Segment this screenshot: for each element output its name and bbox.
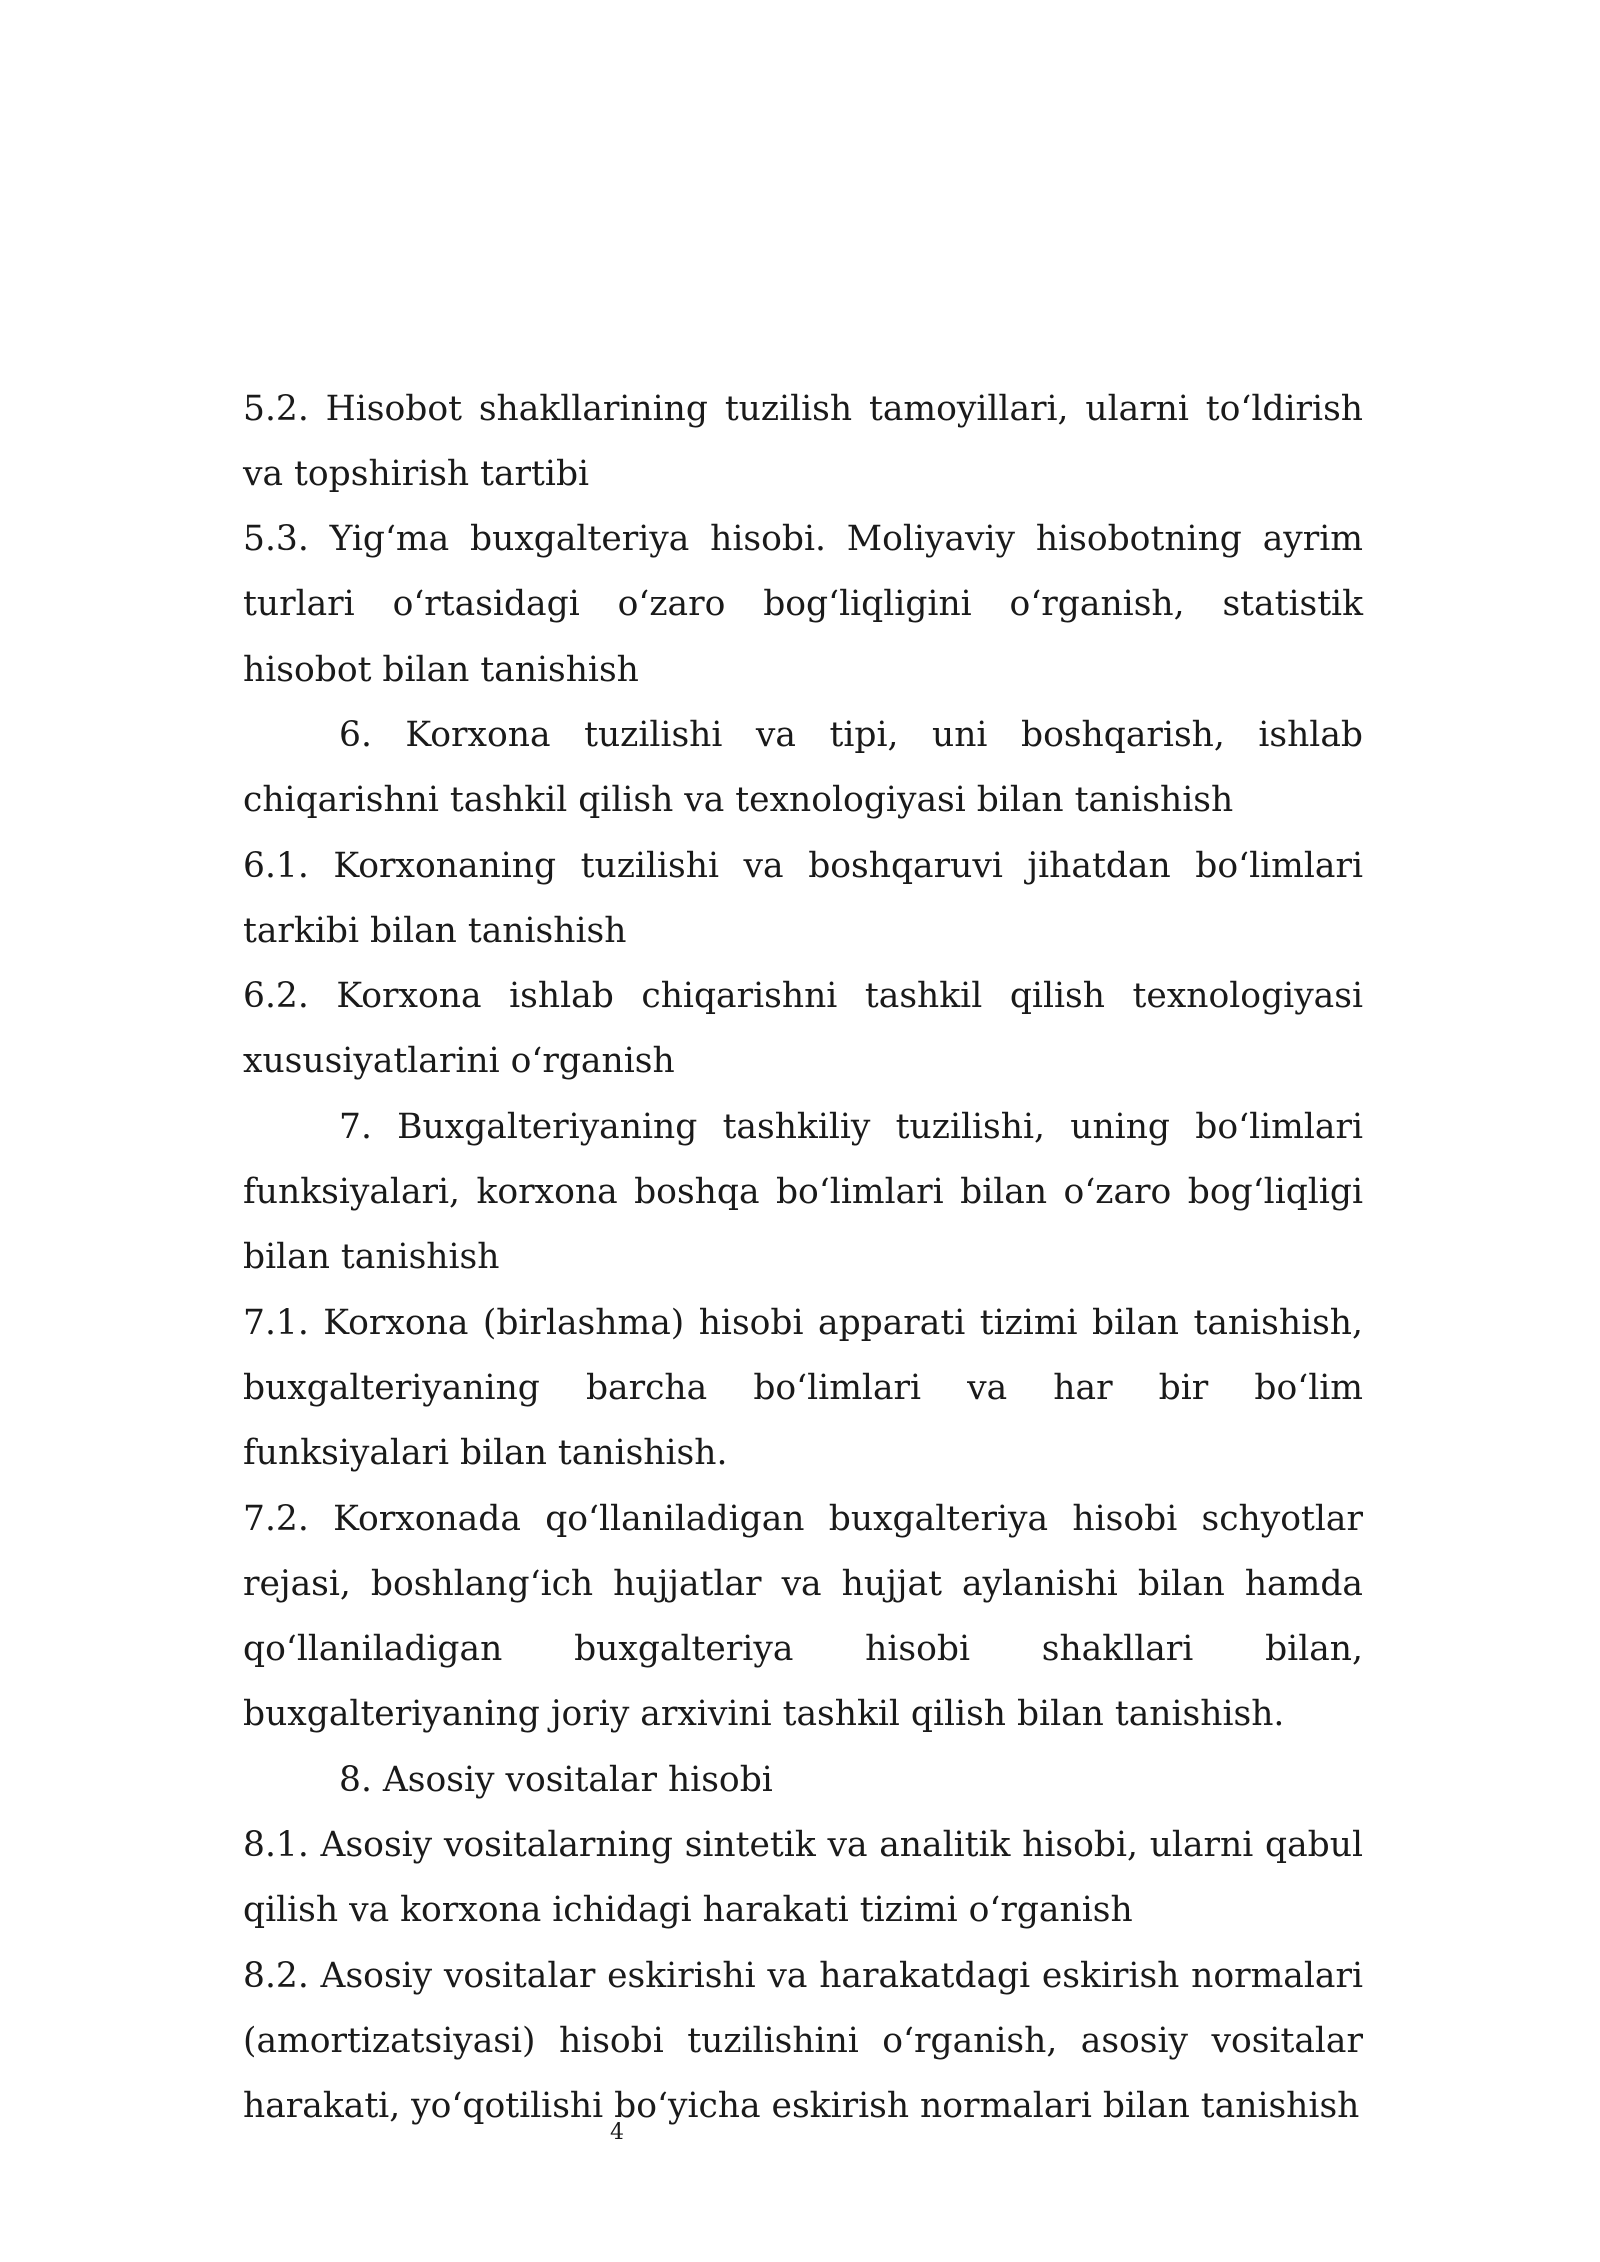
- page-number: 4: [610, 2120, 624, 2145]
- paragraph-7-1: 7.1. Korxona (birlashma) hisobi apparati tizimi bilan tanishish, buxgalteriyaning barcha bo‘limlari va har bir bo‘lim funksiyalari bilan tanishish.: [243, 1302, 1363, 1474]
- section-heading-6: 6. Korxona tuzilishi va tipi, uni boshqarish, ishlab chiqarishni tashkil qilish va texnologiyasi bilan tanishish: [243, 714, 1363, 821]
- paragraph-7-2: 7.2. Korxonada qo‘llaniladigan buxgalteriya hisobi schyotlar rejasi, boshlang‘ich hujjatlar va hujjat aylanishi bilan hamda qo‘llaniladigan buxgalteriya hisobi shakllari bilan, buxgalteriyaning joriy arxivini tashkil qilish bilan tanishish.: [243, 1498, 1363, 1735]
- section-heading-8: 8. Asosiy vositalar hisobi: [339, 1759, 773, 1800]
- page-body: [243, 377, 1363, 2140]
- paragraph-8-1: 8.1. Asosiy vositalarning sintetik va analitik hisobi, ularni qabul qilish va korxona ichidagi harakati tizimi o‘rganish: [243, 1825, 1363, 1931]
- section-heading-7: 7. Buxgalteriyaning tashkiliy tuzilishi, uning bo‘limlari funksiyalari, korxona boshqa bo‘limlari bilan o‘zaro bog‘liqligi bilan tanishish: [243, 1106, 1363, 1278]
- paragraph-6-2: 6.2. Korxona ishlab chiqarishni tashkil qilish texnologiyasi xususiyatlarini o‘rganish: [243, 976, 1363, 1082]
- paragraph-8-2: 8.2. Asosiy vositalar eskirishi va harakatdagi eskirish normalari (amortizatsiyasi) hisobi tuzilishini o‘rganish, asosiy vositalar harakati, yo‘qotilishi bo‘yicha eskirish normalari bilan tanishish: [243, 1955, 1363, 2127]
- paragraph-5-3: 5.3. Yig‘ma buxgalteriya hisobi. Moliyaviy hisobotning ayrim turlari o‘rtasidagi o‘zaro bog‘liqligini o‘rganish, statistik hisobot bilan tanishish: [243, 519, 1363, 690]
- paragraph-6-1: 6.1. Korxonaning tuzilishi va boshqaruvi jihatdan bo‘limlari tarkibi bilan tanishish: [243, 845, 1363, 951]
- paragraph-5-2: 5.2. Hisobot shakllarining tuzilish tamoyillari, ularni to‘ldirish va topshirish tartibi: [243, 388, 1363, 494]
